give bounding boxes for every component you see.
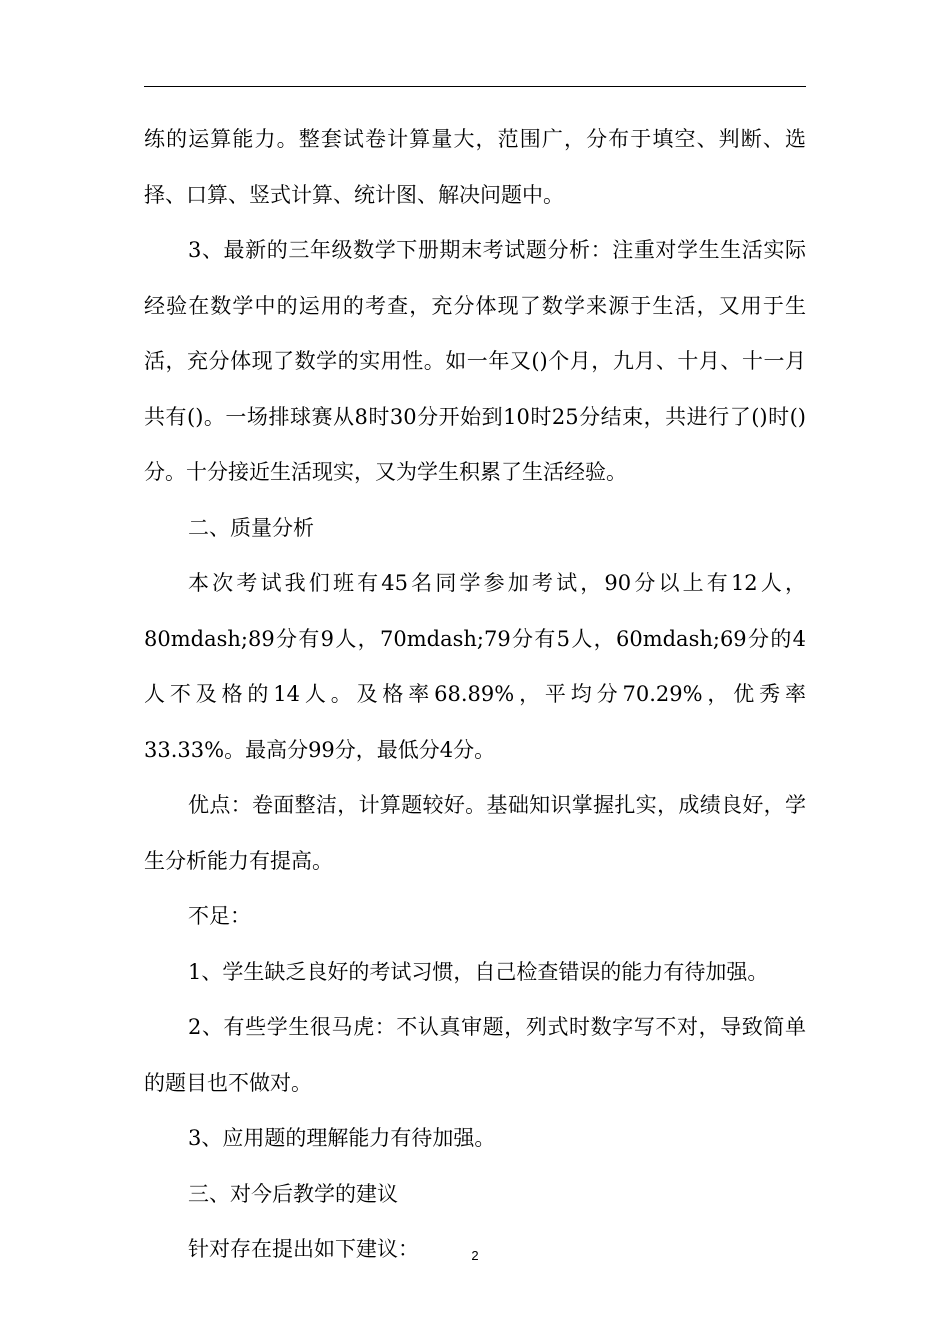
paragraph-weaknesses-label: 不足：	[188, 904, 251, 928]
paragraph-suggestions-intro: 针对存在提出如下建议：	[188, 1237, 419, 1261]
page-number: 2	[471, 1248, 479, 1263]
weakness-item-1: 1、学生缺乏良好的考试习惯，自己检查错误的能力有待加强。	[188, 959, 769, 984]
weakness-item-3: 3、应用题的理解能力有待加强。	[188, 1126, 496, 1150]
section-heading-quality-analysis: 二、质量分析	[188, 515, 314, 540]
paragraph-continuation: 练的运算能力。整套试卷计算量大，范围广，分布于填空、判断、选择、口算、竖式计算、统计图、解决问题中。	[144, 127, 806, 207]
paragraph-strengths: 优点：卷面整洁，计算题较好。基础知识掌握扎实，成绩良好，学生分析能力有提高。	[144, 793, 806, 873]
weakness-item-2: 2、有些学生很马虎：不认真审题，列式时数字写不对，导致简单的题目也不做对。	[144, 1015, 806, 1095]
header-rule	[144, 86, 806, 87]
paragraph-score-statistics: 本次考试我们班有45名同学参加考试，90分以上有12人，80mdash;89分有9人，70mdash;79分有5人，60mdash;69分的4人不及格的14人。及格率68.89%，平均分70.29%，优秀率33.33%。最高分99分，最低分4分。	[144, 571, 806, 762]
document-body	[144, 112, 806, 1278]
section-heading-suggestions: 三、对今后教学的建议	[188, 1181, 398, 1206]
paragraph-point-3: 3、最新的三年级数学下册期末考试题分析：注重对学生生活实际经验在数学中的运用的考查，充分体现了数学来源于生活，又用于生活，充分体现了数学的实用性。如一年又()个月，九月、十月、十一月共有()。一场排球赛从8时30分开始到10时25分结束，共进行了()时()分。十分接近生活现实，又为学生积累了生活经验。	[144, 238, 806, 484]
